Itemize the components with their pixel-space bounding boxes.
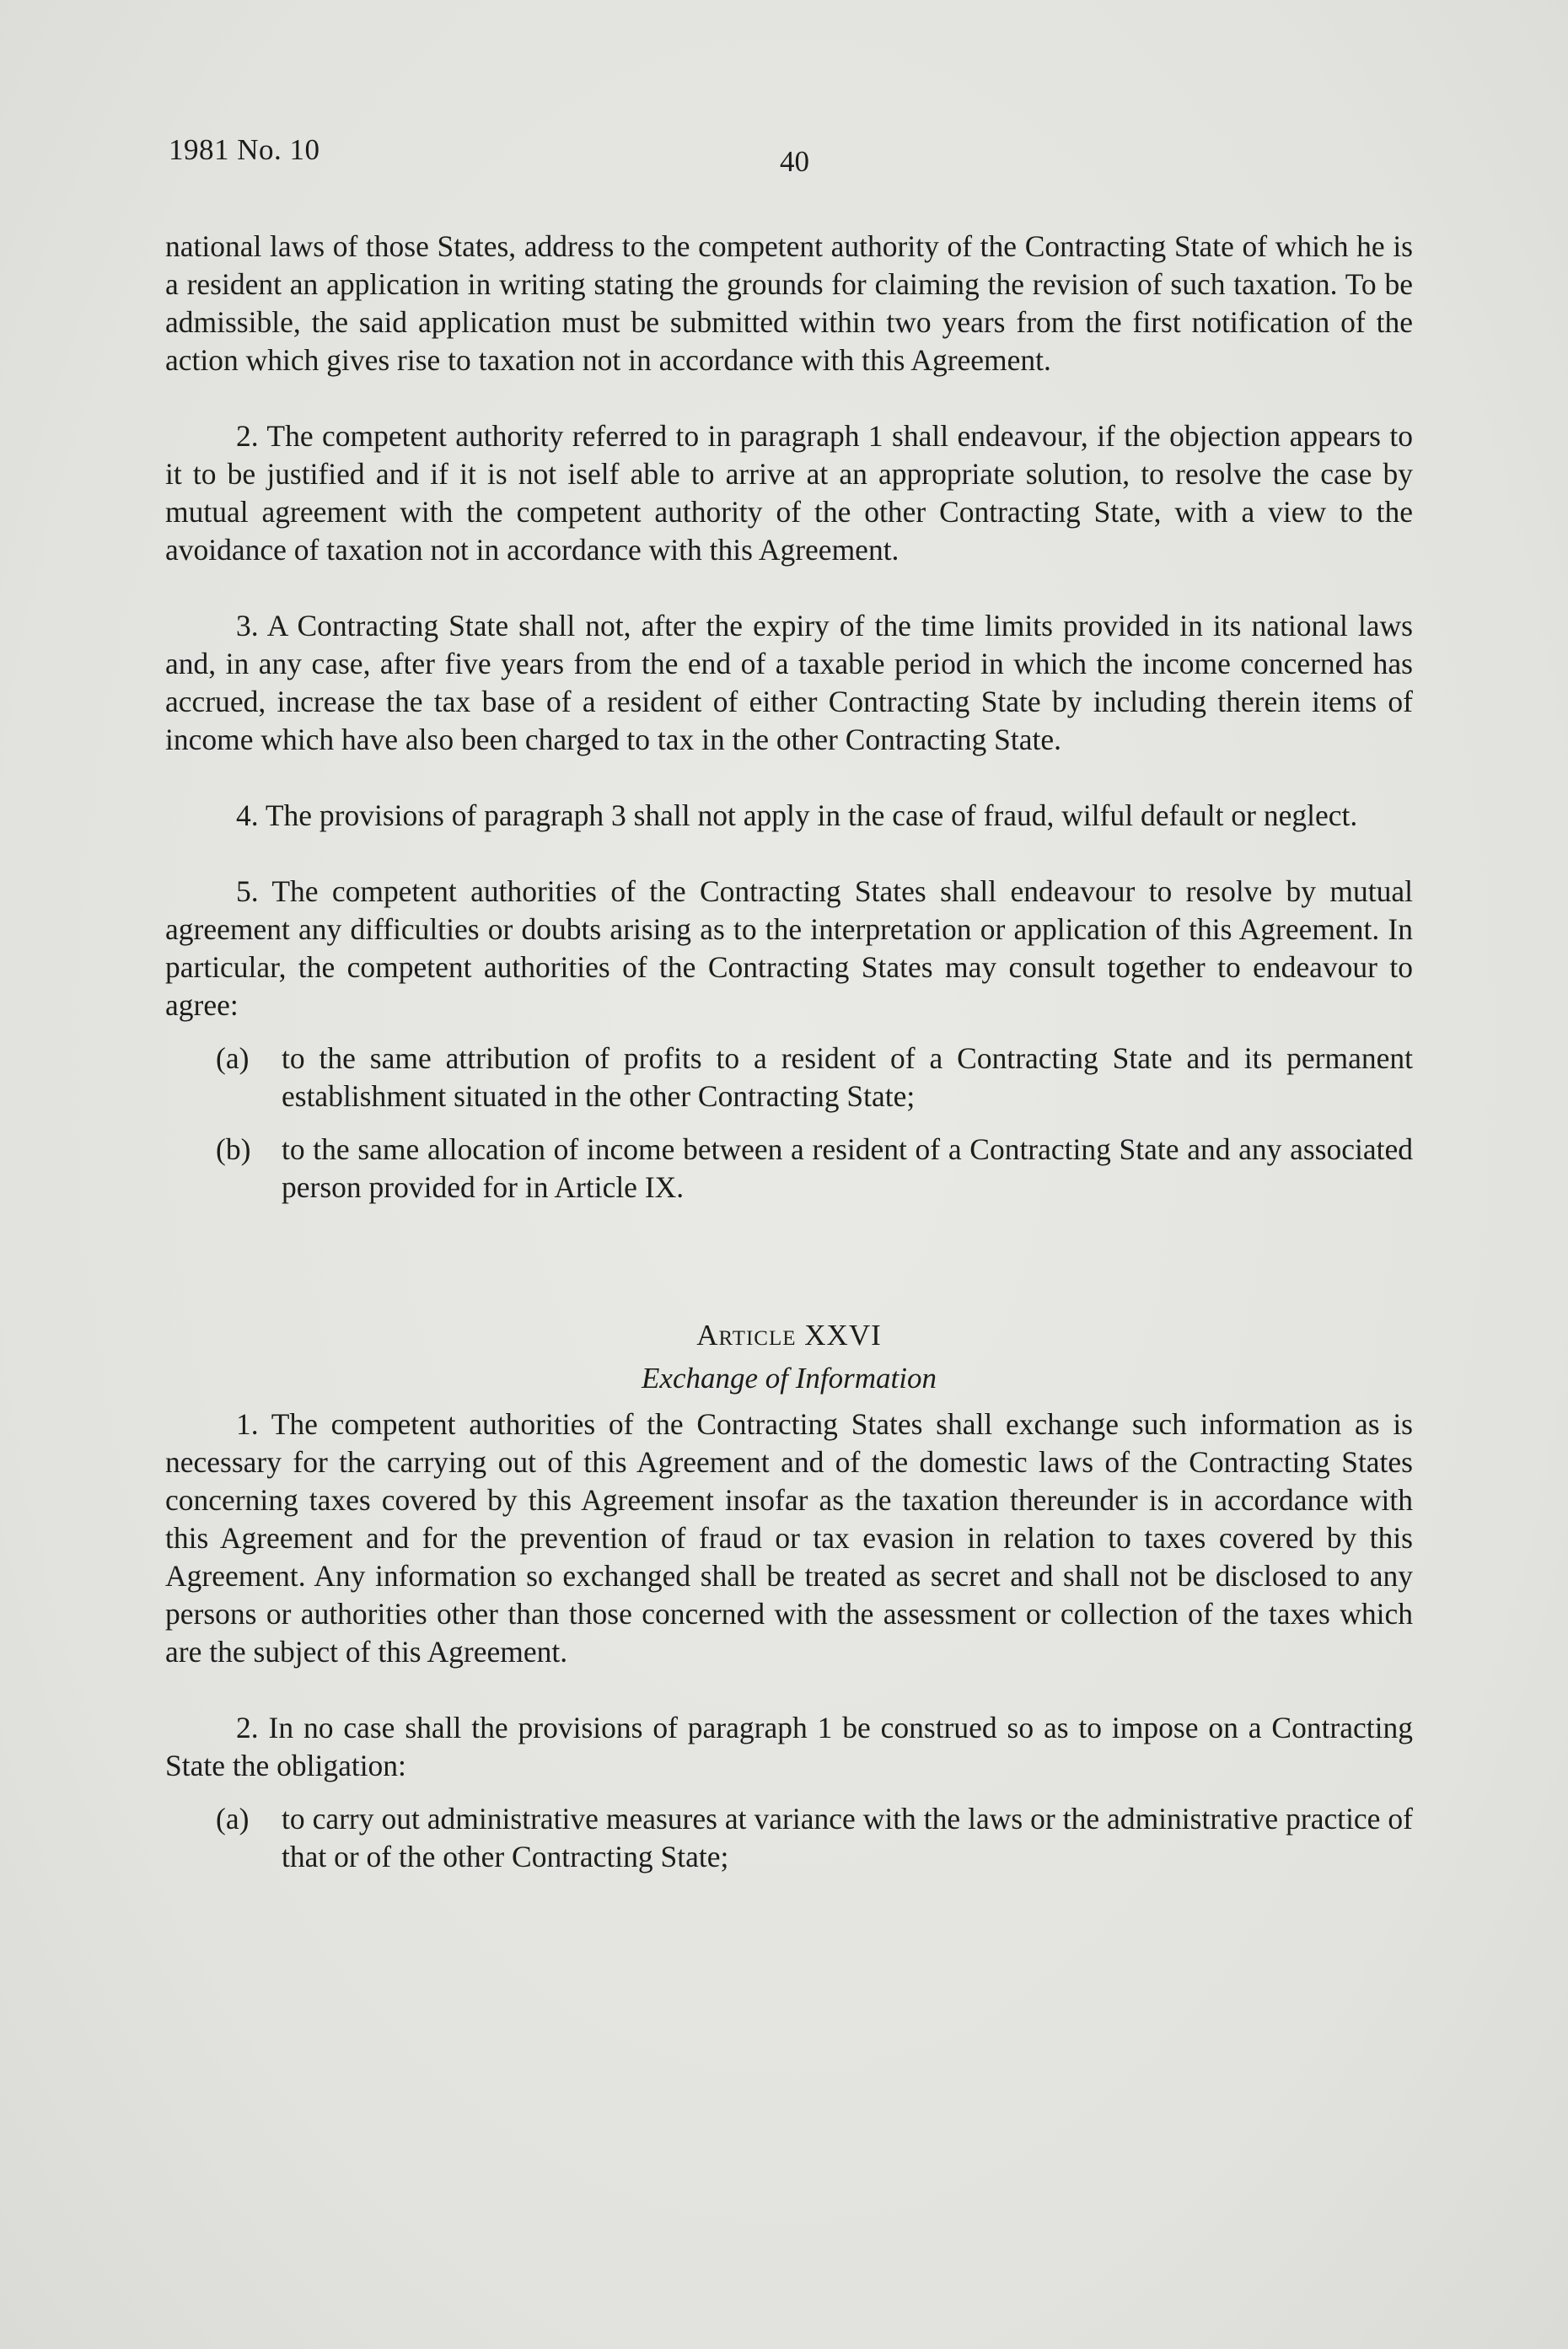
list-item-text: to the same allocation of income between a resident of a Contracting State and any associated person provided for in Article IX. [282, 1132, 1413, 1204]
list-item-marker: (a) [216, 1802, 250, 1836]
paragraph-5: 5. The competent authorities of the Contracting States shall endeavour to resolve by mutual agreement any difficulties or doubts arising as to the interpretation or application of this Agreement. In particular, the competent authorities of the Contracting States may consult together to endeavour to agree: [165, 874, 1413, 1022]
list-item-marker: (b) [216, 1132, 251, 1166]
article-subtitle: Exchange of Information [642, 1362, 937, 1395]
list-item-text: to the same attribution of profits to a resident of a Contracting State and its permanent establishment situated in the other Contracting State; [282, 1041, 1413, 1113]
article-heading: Article XXVI [696, 1319, 882, 1352]
article-list-item-a [165, 1800, 1413, 1876]
document-body [165, 228, 1413, 1891]
page-number: 40 [780, 145, 809, 178]
article-paragraph-2: 2. In no case shall the provisions of paragraph 1 be construed so as to impose on a Contracting State the obligation: [165, 1711, 1413, 1782]
list-item-text: to carry out administrative measures at variance with the laws or the administrative practice of that or of the other Contracting State; [282, 1802, 1413, 1873]
article-paragraph-1: 1. The competent authorities of the Contracting States shall exchange such information as is necessary for the carrying out of this Agreement and of the domestic laws of the Contracting States concerning taxes covered by this Agreement insofar as the taxation thereunder is in accordance with this Agreement and for the prevention of fraud or tax evasion in relation to taxes covered by this Agreement. Any information so exchanged shall be treated as secret and shall not be disclosed to any persons or authorities other than those concerned with the assessment or collection of the taxes which are the subject of this Agreement. [165, 1407, 1413, 1669]
document-reference: 1981 No. 10 [169, 133, 320, 166]
paragraph-continuation: national laws of those States, address to the competent authority of the Contracting State of which he is a resident an application in writing stating the grounds for claiming the revision of such taxation. To be admissible, the said application must be submitted within two years from the first notification of the action which gives rise to taxation not in accordance with this Agreement. [165, 229, 1413, 377]
paragraph-3: 3. A Contracting State shall not, after the expiry of the time limits provided in its national laws and, in any case, after five years from the end of a taxable period in which the income concerned has accrued, increase the tax base of a resident of either Contracting State by including therein items of income which have also been charged to tax in the other Contracting State. [165, 609, 1413, 756]
paragraph-2: 2. The competent authority referred to in paragraph 1 shall endeavour, if the objection appears to it to be justified and if it is not iself able to arrive at an appropriate solution, to resolve the case by mutual agreement with the competent authority of the other Contracting State, with a view to the avoidance of taxation not in accordance with this Agreement. [165, 419, 1413, 567]
list-item-marker: (a) [216, 1041, 250, 1075]
list-item-a [165, 1040, 1413, 1115]
list-item-b [165, 1131, 1413, 1207]
paragraph-4: 4. The provisions of paragraph 3 shall not apply in the case of fraud, wilful default or neglect. [236, 798, 1358, 832]
